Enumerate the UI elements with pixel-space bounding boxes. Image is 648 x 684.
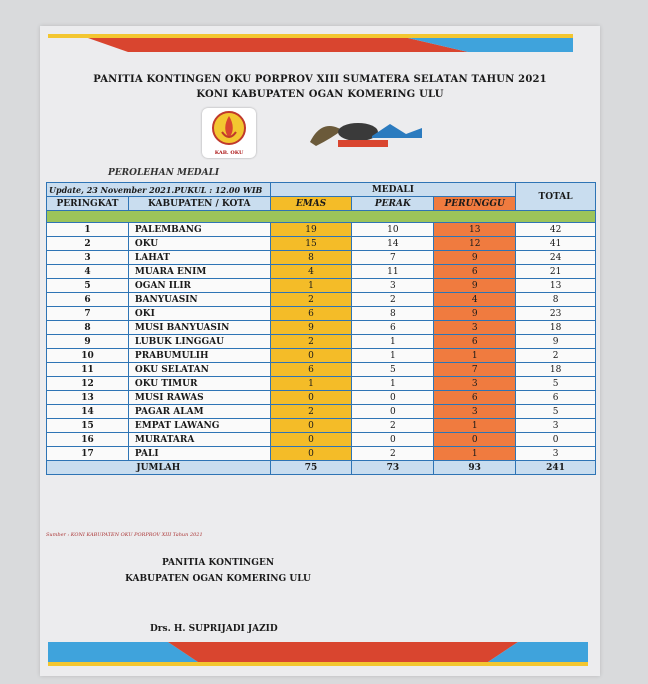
kabupaten-cell: EMPAT LAWANG [128,419,270,433]
emas-cell: 4 [270,265,352,279]
table-row [47,363,596,377]
rank-cell: 9 [47,335,129,349]
table-row [47,265,596,279]
perunggu-cell: 13 [434,223,516,237]
jumlah-label: JUMLAH [47,461,271,475]
rank-cell: 13 [47,391,129,405]
perunggu-cell: 3 [434,377,516,391]
total-cell: 18 [516,321,596,335]
total-cell: 41 [516,237,596,251]
kabupaten-cell: LAHAT [128,251,270,265]
jumlah-perunggu: 93 [434,461,516,475]
emas-cell: 0 [270,447,352,461]
header-line-2: KONI KABUPATEN OGAN KOMERING ULU [196,89,444,100]
kabupaten-cell: BANYUASIN [128,293,270,307]
total-cell: 21 [516,265,596,279]
perak-cell: 0 [352,391,434,405]
perak-cell: 3 [352,279,434,293]
medali-header: MEDALI [270,183,516,197]
rank-cell: 2 [47,237,129,251]
perunggu-cell: 3 [434,405,516,419]
jumlah-emas: 75 [270,461,352,475]
emas-cell: 15 [270,237,352,251]
perunggu-cell: 1 [434,349,516,363]
table-row [47,251,596,265]
jumlah-total: 241 [516,461,596,475]
perak-cell: 0 [352,405,434,419]
perunggu-cell: 6 [434,391,516,405]
rank-cell: 11 [47,363,129,377]
perak-cell: 2 [352,293,434,307]
perunggu-cell: 9 [434,279,516,293]
kabupaten-cell: MURATARA [128,433,270,447]
table-row [47,321,596,335]
emas-cell: 6 [270,307,352,321]
emas-cell: 6 [270,363,352,377]
emas-cell: 0 [270,433,352,447]
decorative-bottom-band [48,638,588,666]
perak-cell: 1 [352,377,434,391]
kabupaten-cell: PALEMBANG [128,223,270,237]
table-row [47,377,596,391]
total-cell: 3 [516,419,596,433]
porprov-logo [302,112,422,154]
rank-cell: 16 [47,433,129,447]
perunggu-cell: 1 [434,447,516,461]
rank-cell: 3 [47,251,129,265]
rank-cell: 12 [47,377,129,391]
perak-cell: 14 [352,237,434,251]
perunggu-cell: 4 [434,293,516,307]
table-body [47,223,596,461]
document-header [40,74,600,104]
kabupaten-header: KABUPATEN / KOTA [128,197,270,211]
document-page [40,26,600,676]
rank-cell: 7 [47,307,129,321]
table-row [47,279,596,293]
table-row [47,391,596,405]
total-cell: 13 [516,279,596,293]
total-cell: 6 [516,391,596,405]
kabupaten-cell: OKU TIMUR [128,377,270,391]
total-cell: 42 [516,223,596,237]
perunggu-cell: 6 [434,265,516,279]
total-cell: 0 [516,433,596,447]
perak-cell: 2 [352,419,434,433]
total-cell: 3 [516,447,596,461]
signatory-name: Drs. H. SUPRIJADI JAZID [150,624,278,634]
rank-cell: 17 [47,447,129,461]
perak-cell: 0 [352,433,434,447]
separator-band [47,211,596,223]
jumlah-perak: 73 [352,461,434,475]
table-row [47,349,596,363]
source-note: Sumber : KONI KABUPATEN OKU PORPROV XIII Tahun 2021 [46,532,203,538]
koni-emblem-icon [202,108,256,150]
kabupaten-cell: OKU SELATAN [128,363,270,377]
total-cell: 18 [516,363,596,377]
table-row [47,335,596,349]
total-cell: 24 [516,251,596,265]
table-row [47,447,596,461]
footer-line-1: PANITIA KONTINGEN [161,558,275,568]
table-row [47,223,596,237]
perak-cell: 11 [352,265,434,279]
perunggu-cell: 6 [434,335,516,349]
total-cell: 2 [516,349,596,363]
total-cell: 5 [516,377,596,391]
footer-line-2: KABUPATEN OGAN KOMERING ULU [125,574,311,584]
total-cell: 9 [516,335,596,349]
rank-cell: 14 [47,405,129,419]
emas-cell: 1 [270,377,352,391]
kabupaten-cell: PRABUMULIH [128,349,270,363]
emas-cell: 2 [270,405,352,419]
table-row [47,405,596,419]
footer-block [118,558,318,590]
table-row [47,433,596,447]
kabupaten-cell: PALI [128,447,270,461]
rank-cell: 6 [47,293,129,307]
emas-cell: 0 [270,391,352,405]
rank-cell: 15 [47,419,129,433]
perak-cell: 2 [352,447,434,461]
kabupaten-cell: MUSI BANYUASIN [128,321,270,335]
peringkat-header: PERINGKAT [47,197,129,211]
perak-cell: 5 [352,363,434,377]
section-subtitle: PEROLEHAN MEDALI [108,168,220,178]
table-row [47,293,596,307]
koni-oku-logo [202,108,256,158]
logo-caption: KAB. OKU [214,150,244,156]
perunggu-cell: 9 [434,307,516,321]
kabupaten-cell: MUARA ENIM [128,265,270,279]
rank-cell: 4 [47,265,129,279]
rank-cell: 8 [47,321,129,335]
perunggu-header: PERUNGGU [434,197,516,211]
emas-cell: 19 [270,223,352,237]
kabupaten-cell: PAGAR ALAM [128,405,270,419]
total-cell: 8 [516,293,596,307]
total-cell: 23 [516,307,596,321]
emas-cell: 2 [270,293,352,307]
kabupaten-cell: OKI [128,307,270,321]
kabupaten-cell: LUBUK LINGGAU [128,335,270,349]
emas-cell: 0 [270,349,352,363]
header-line-1: PANITIA KONTINGEN OKU PORPROV XIII SUMATERA SELATAN TAHUN 2021 [93,74,547,85]
table-row [47,237,596,251]
perak-cell: 7 [352,251,434,265]
kabupaten-cell: MUSI RAWAS [128,391,270,405]
table-row [47,307,596,321]
perunggu-cell: 7 [434,363,516,377]
kabupaten-cell: OGAN ILIR [128,279,270,293]
perak-cell: 8 [352,307,434,321]
perak-cell: 1 [352,349,434,363]
perak-cell: 1 [352,335,434,349]
decorative-top-band [48,34,573,52]
table-row [47,419,596,433]
kabupaten-cell: OKU [128,237,270,251]
rank-cell: 10 [47,349,129,363]
perak-cell: 6 [352,321,434,335]
total-header: TOTAL [516,183,596,211]
emas-cell: 1 [270,279,352,293]
perunggu-cell: 0 [434,433,516,447]
emas-cell: 2 [270,335,352,349]
emas-header: EMAS [270,197,352,211]
perak-cell: 10 [352,223,434,237]
emas-cell: 8 [270,251,352,265]
perunggu-cell: 12 [434,237,516,251]
update-timestamp: Update, 23 November 2021.PUKUL : 12.00 WIB [47,183,271,197]
emas-cell: 0 [270,419,352,433]
perak-header: PERAK [352,197,434,211]
rank-cell: 5 [47,279,129,293]
perunggu-cell: 9 [434,251,516,265]
perunggu-cell: 3 [434,321,516,335]
total-cell: 5 [516,405,596,419]
rank-cell: 1 [47,223,129,237]
perunggu-cell: 1 [434,419,516,433]
emas-cell: 9 [270,321,352,335]
medal-standings-table [46,182,596,475]
